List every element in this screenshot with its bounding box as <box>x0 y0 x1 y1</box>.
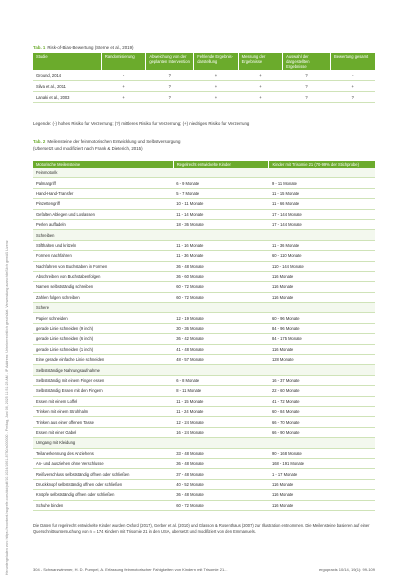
table2-cell: 8 - 11 Monate <box>173 386 269 396</box>
table2-cell: 11 - 66 Monate <box>269 199 375 209</box>
table1-cell: Silva et al., 2011 <box>33 81 101 92</box>
table2-cell <box>173 168 269 178</box>
table2-cell: 40 - 52 Monate <box>173 479 269 489</box>
table2-caption-text: Meilensteine der feinmotorischen Entwicklung und Selbstversorgung <box>47 139 181 144</box>
table2-cell: 84 - 96 Monate <box>269 323 375 333</box>
table2-cell: Gefalten Ablegen und Loslassen <box>33 209 173 219</box>
table2-header-cell: Regelrecht entwickelte Kinder <box>173 161 269 168</box>
table1-header-cell: Abweichung von der geplanten Intervention <box>146 53 194 70</box>
table2-cell: 128 Monate <box>269 355 375 365</box>
table2-cell: Trinken aus einer offenen Tasse <box>33 417 173 427</box>
table2-header-cell: Motorische Meilensteine <box>33 161 173 168</box>
table2-cell: 6 - 9 Monate <box>173 178 269 188</box>
table1-number: Tab. 1 <box>33 45 46 50</box>
table2-cell: 9 - 11 Monate <box>269 178 375 188</box>
table2-cell: gerade Linie schneiden (9 inch) <box>33 323 173 333</box>
table2-row <box>33 219 375 229</box>
table2-cell: 5 - 7 Monate <box>173 188 269 198</box>
table2-cell: 116 Monate <box>269 344 375 354</box>
table1-header-cell: Randomisierung <box>101 53 145 70</box>
table2-cell: Schuhe binden <box>33 500 173 510</box>
table2-cell: Selbstständig Essen mit den Fingern <box>33 386 173 396</box>
table2-cell: 36 - 42 Monate <box>173 334 269 344</box>
table2-cell: 11 - 36 Monate <box>269 240 375 250</box>
table2-cell: 168 - 191 Monate <box>269 458 375 468</box>
table2-cell: Pinzettengriff <box>33 199 173 209</box>
table1-caption-text: Risk-of-Bias-Bewertung (Sterne et al., 2019) <box>47 45 134 50</box>
table2-row <box>33 386 375 396</box>
table1-caption <box>33 45 134 50</box>
table2-cell: Selbstständige Nahrungsaufnahme <box>33 365 173 375</box>
table2-cell: 60 - 72 Monate <box>173 500 269 510</box>
table2-cell: 116 Monate <box>269 490 375 500</box>
table2-cell: 17 - 144 Monate <box>269 209 375 219</box>
table2-cell: 1 - 17 Monate <box>269 469 375 479</box>
table2-cell <box>173 230 269 240</box>
table2-cell: An- und ausziehen ohne Verschlusse <box>33 458 173 468</box>
table1-cell: + <box>194 70 238 81</box>
table2-cell <box>269 438 375 448</box>
table2-cell: 60 - 84 Monate <box>269 406 375 416</box>
table1-cell: ? <box>283 81 331 92</box>
table2-cell: Feinmotorik <box>33 168 173 178</box>
table1-cell: Ground, 2014 <box>33 70 101 81</box>
table2-cell: Umgang mit Kleidung <box>33 438 173 448</box>
table2-cell: Essen mit einer Gabel <box>33 427 173 437</box>
table2-row <box>33 271 375 281</box>
table2-cell: 11 - 24 Monate <box>173 406 269 416</box>
table2-cell: 116 Monate <box>269 271 375 281</box>
table1-cell: + <box>194 92 238 103</box>
table2-row <box>33 261 375 271</box>
table2-cell: Knöpfe selbstständig offnen oder schließen <box>33 490 173 500</box>
table2-cell: 16 - 24 Monate <box>173 427 269 437</box>
table2-section-row <box>33 230 375 240</box>
table2-cell: 116 Monate <box>269 500 375 510</box>
table2-cell: Perlen auffadeln <box>33 219 173 229</box>
table2-row <box>33 458 375 468</box>
table2-cell: 11 - 15 Monate <box>173 396 269 406</box>
table2-cell: 11 - 14 Monate <box>173 209 269 219</box>
table2-cell: Reißverschluss selbstständig offnen oder schließen <box>33 469 173 479</box>
table2-cell: Abschreiben von Buchstabenfolgen <box>33 271 173 281</box>
table2-cell: 84 - 175 Monate <box>269 334 375 344</box>
table1-header-cell: Studie <box>33 53 101 70</box>
table2-cell: 90 - 168 Monate <box>269 448 375 458</box>
table2-cell: 110 - 144 Monate <box>269 261 375 271</box>
table2-section-row <box>33 365 375 375</box>
table1-cell: + <box>238 70 282 81</box>
table2-row <box>33 199 375 209</box>
table1-cell: + <box>194 81 238 92</box>
table2-cell: 18 - 36 Monate <box>173 219 269 229</box>
table1-cell: + <box>238 92 282 103</box>
table2-cell: gerade Linie schneiden (6 inch) <box>33 334 173 344</box>
table2-row <box>33 396 375 406</box>
side-download-note <box>0 40 11 580</box>
table2-cell: Trinken mit einem Strohhalm <box>33 406 173 416</box>
table2-cell: 33 - 48 Monate <box>173 448 269 458</box>
table1-cell: Lanaki et al., 2003 <box>33 92 101 103</box>
table2-cell: 36 - 48 Monate <box>173 490 269 500</box>
table2-row <box>33 406 375 416</box>
table2-cell: 36 - 60 Monate <box>173 271 269 281</box>
table1-row <box>33 70 375 81</box>
table2-cell: 22 - 60 Monate <box>269 386 375 396</box>
table1-header-cell: Bewertung gesamt <box>331 53 376 70</box>
table2-row <box>33 323 375 333</box>
table2-cell: 11 - 16 Monate <box>173 240 269 250</box>
table2-footnote: Die Daten fur regelrecht entwickelte Kinder wurden Oxford (2017), Gerber et al. (2010) und Glasson & Rosenthaus (2007) zur Illustration entnommen. Die Meilensteine basieren auf einer Querschnittsuntersuchung von n = 174 Kindern mit Trisomie 21 in den USA, ubersetzt und modifiziert von den Emmanuels. <box>33 523 370 534</box>
table2-cell <box>269 303 375 313</box>
table2-cell: Palmargriff <box>33 178 173 188</box>
table1-cell: ? <box>283 70 331 81</box>
table2-row <box>33 469 375 479</box>
table2-row <box>33 240 375 250</box>
table2-cell: Papier schneiden <box>33 313 173 323</box>
table2-cell <box>269 230 375 240</box>
table2-row <box>33 334 375 344</box>
table2-row <box>33 178 375 188</box>
table2-cell: 17 - 144 Monate <box>269 219 375 229</box>
table2-row <box>33 355 375 365</box>
table2-cell: Schreiben <box>33 230 173 240</box>
table1-cell: + <box>101 92 145 103</box>
table2-row <box>33 500 375 510</box>
table2-row <box>33 251 375 261</box>
table2-section-row <box>33 168 375 178</box>
table1-legend: Legende: (-) hohes Risiko fur Verzerrung; (?) mittleres Risiko fur Verzerrung; (+) niedriges Risiko fur Verzerrung <box>33 121 250 126</box>
table2-row <box>33 479 375 489</box>
table1-cell: ? <box>283 92 331 103</box>
table2-cell: 60 - 72 Monate <box>173 292 269 302</box>
table2-cell: 116 Monate <box>269 479 375 489</box>
table2-row <box>33 209 375 219</box>
table2-cell: Nachfahren von Buchstaben in Formen <box>33 261 173 271</box>
table1-cell: - <box>331 70 376 81</box>
table2-number: Tab. 2 <box>33 139 46 144</box>
table2-row <box>33 313 375 323</box>
table2-cell: 60 - 110 Monate <box>269 251 375 261</box>
table2-cell: Zahlen folgen schreiben <box>33 292 173 302</box>
table1-cell: + <box>331 81 376 92</box>
table2-row <box>33 417 375 427</box>
table2-cell: 41 - 48 Monate <box>173 344 269 354</box>
table2-cell: 48 - 57 Monate <box>173 355 269 365</box>
table2-cell: Eine gerade einfache Linie schneiden <box>33 355 173 365</box>
table1-cell: ? <box>146 81 194 92</box>
table2-cell: Selbstständig mit einem Finger essen <box>33 375 173 385</box>
table2-cell: 10 - 11 Monate <box>173 199 269 209</box>
table2-cell: 37 - 48 Monate <box>173 469 269 479</box>
table1-cell: ? <box>146 92 194 103</box>
table1-cell: + <box>238 81 282 92</box>
table2-cell: 16 - 37 Monate <box>269 375 375 385</box>
footer-journal: ergopraxis 10/14, 19(1): 99-109 <box>318 567 375 572</box>
table2-cell: 41 - 72 Monate <box>269 396 375 406</box>
table2-row <box>33 282 375 292</box>
table2-cell <box>269 168 375 178</box>
table2-cell <box>173 438 269 448</box>
table2-cell: 12 - 24 Monate <box>173 417 269 427</box>
table2-row <box>33 344 375 354</box>
table2-caption <box>33 139 180 144</box>
table2-cell: 116 Monate <box>269 292 375 302</box>
table2-cell <box>173 303 269 313</box>
table2-cell: Essen mit einem Loffel <box>33 396 173 406</box>
table1-row <box>33 81 375 92</box>
table2-cell: 66 - 70 Monate <box>269 417 375 427</box>
table2-cell: Hand-Hand-Transfer <box>33 188 173 198</box>
table1-header-cell: Auswahl der dargestellten Ergebnisse <box>283 53 331 70</box>
table2-cell: 60 - 96 Monate <box>269 313 375 323</box>
table1-header-cell: Messung der Ergebnisse <box>238 53 282 70</box>
table2-cell: Formen nachfahren <box>33 251 173 261</box>
table2-cell: Namen selbstständig schreiben <box>33 282 173 292</box>
table2-row <box>33 188 375 198</box>
table2-cell: 11 - 36 Monate <box>173 251 269 261</box>
table2-row <box>33 292 375 302</box>
table2-cell: 36 - 48 Monate <box>173 458 269 468</box>
table2-cell: 60 - 72 Monate <box>173 282 269 292</box>
table1-cell: - <box>101 70 145 81</box>
table2-cell: Schere <box>33 303 173 313</box>
table2-section-row <box>33 303 375 313</box>
table2-cell: 6 - 8 Monate <box>173 375 269 385</box>
table1-row <box>33 92 375 103</box>
table2-section-row <box>33 438 375 448</box>
table1-cell: + <box>101 81 145 92</box>
table2-cell: Druckknopf selbstständig offnen oder schließen <box>33 479 173 489</box>
table2-cell <box>173 365 269 375</box>
table2-caption-sub: (Ubersetzt und modifiziert nach Frank & Dieterich, 2015) <box>33 146 143 151</box>
table1-cell: ? <box>331 92 376 103</box>
table2-header-cell: Kinder mit Trisomie 21 (70-99% der Stichprobe) <box>269 161 375 168</box>
table2-cell: 30 - 36 Monate <box>173 323 269 333</box>
risk-of-bias-table <box>33 53 375 103</box>
table1-cell: ? <box>146 70 194 81</box>
table2-cell: gerade Linie schneiden (1 inch) <box>33 344 173 354</box>
table2-cell: Teilanerkennung des Anziehens <box>33 448 173 458</box>
side-download-text: Heruntergeladen von: https://econtent.hogrefe.com/doi/pdf/10.1024/1661-8750/a000000 - Freitag, Juni 06, 2025 11:51:23 AM - IP Address: Urheberrechtlich geschützt. Verwendung ausschließlich gemäß Lizenz <box>5 240 9 575</box>
footer-citation: 304 - Schwarzwimmer, H. D. Pumpel, A. Erfassung feinmotorischer Fahigkeiten von Kindern mit Trisomie 21... <box>33 567 228 572</box>
table2-cell: 12 - 19 Monate <box>173 313 269 323</box>
table2-cell <box>269 365 375 375</box>
table2-row <box>33 427 375 437</box>
table2-cell: 66 - 90 Monate <box>269 427 375 437</box>
table2-cell: 116 Monate <box>269 282 375 292</box>
table2-row <box>33 490 375 500</box>
table2-cell: 36 - 48 Monate <box>173 261 269 271</box>
table2-row <box>33 375 375 385</box>
table2-cell: 11 - 15 Monate <box>269 188 375 198</box>
table2-row <box>33 448 375 458</box>
table2-cell: Stifthalten und kritzeln <box>33 240 173 250</box>
milestones-table <box>33 161 375 511</box>
table1-header-cell: Fehlende Ergebnisdarstellung <box>194 53 238 70</box>
